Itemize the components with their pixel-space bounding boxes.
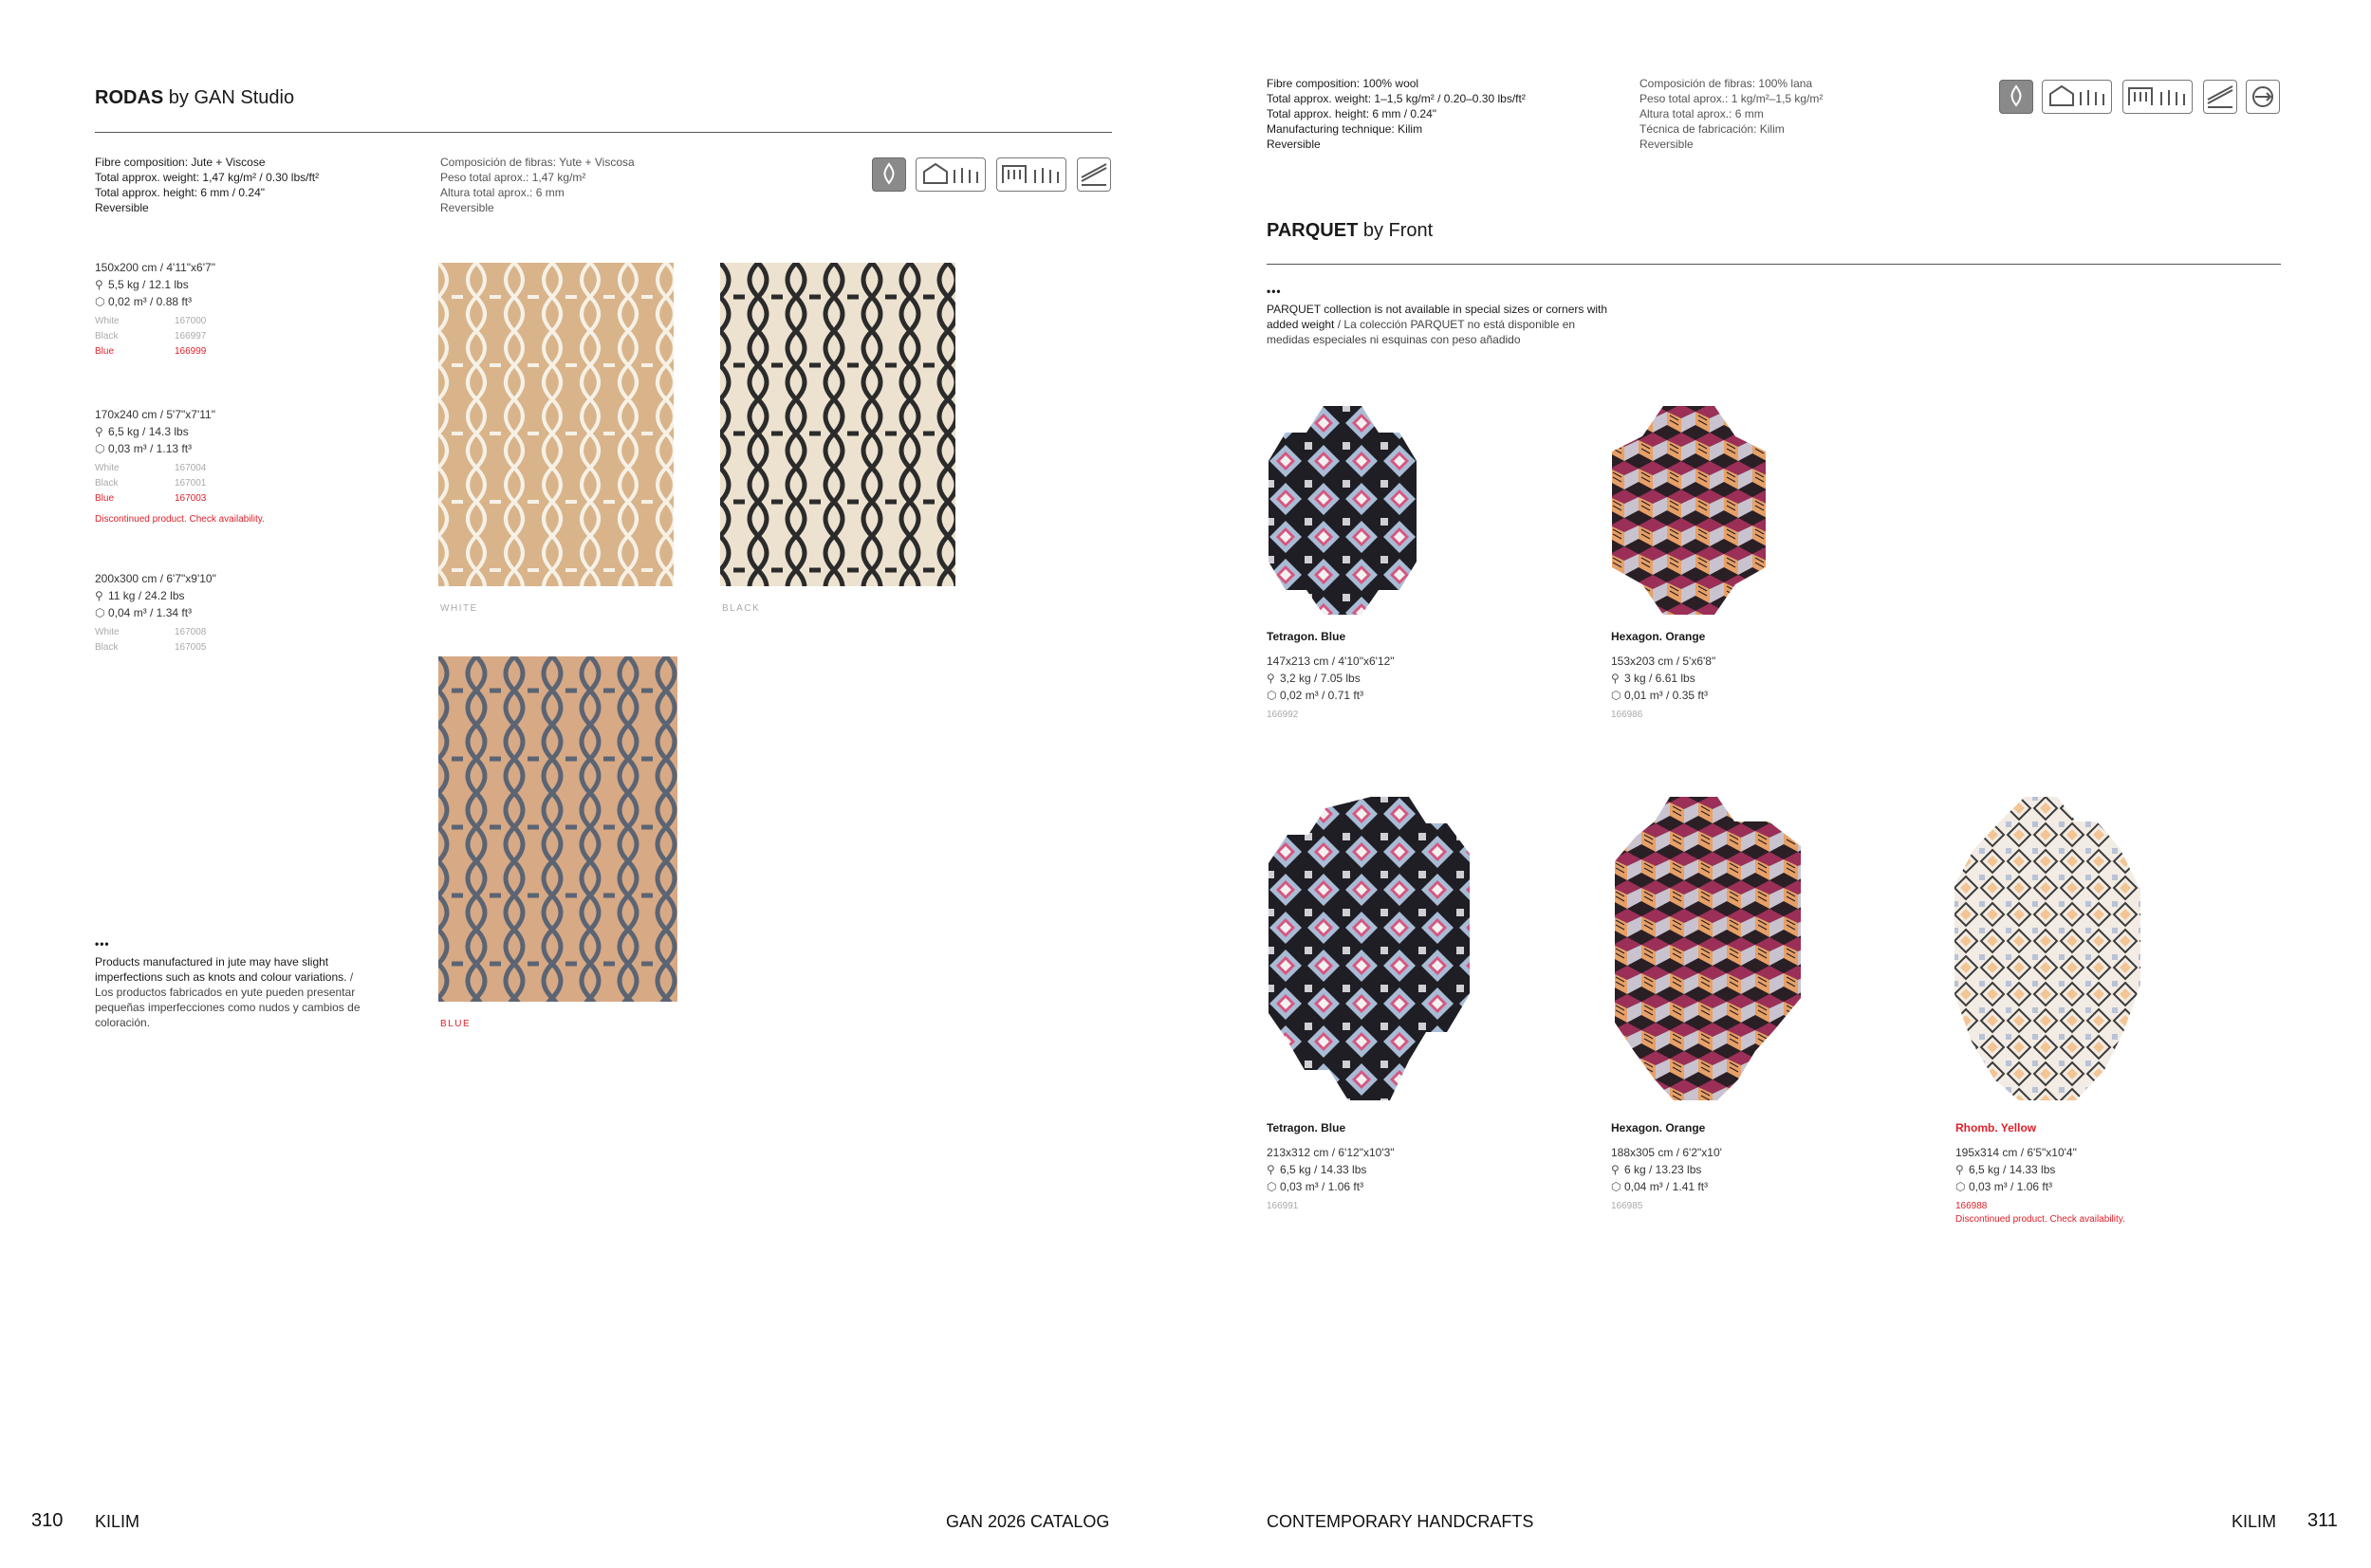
weight-value: 6,5 kg / 14.33 lbs [1969, 1163, 2056, 1176]
spec-line: Altura total aprox.: 6 mm [440, 186, 565, 199]
rodas-title-rest: by GAN Studio [163, 87, 295, 108]
weight-icon: ⚲ [1267, 672, 1275, 685]
ref-code: 166997 [175, 331, 207, 341]
product-card [1611, 1121, 1915, 1214]
product-card [1267, 630, 1570, 723]
parquet-title-rest: by Front [1358, 220, 1434, 241]
product-ref: 166988 [1955, 1201, 1988, 1211]
ref-code: 167005 [175, 642, 207, 653]
product-size: 213x312 cm / 6'12"x10'3" [1267, 1146, 1395, 1159]
weight-icon: ⚲ [1611, 1163, 1620, 1176]
size-block [95, 406, 408, 525]
parquet-title [1267, 220, 1433, 242]
rug-tetragon-large-image [1267, 795, 1472, 1102]
ref-row [95, 491, 408, 507]
volume-value: 0,02 m³ / 0.71 ft³ [1280, 689, 1364, 702]
spec-line: Altura total aprox.: 6 mm [1639, 107, 1764, 120]
spec-line: Reversible [1267, 138, 1321, 151]
volume-value: 0,02 m³ / 0.88 ft³ [108, 295, 193, 308]
ref-color: White [95, 316, 120, 326]
product-card [1611, 630, 1915, 723]
rug-black-image [720, 263, 955, 586]
ref-color: Blue [95, 346, 115, 357]
discontinued-warning: Discontinued product. Check availability. [1955, 1214, 2125, 1225]
size-volume [95, 440, 408, 457]
volume-icon: ⬡ [95, 295, 105, 308]
note-dots: ••• [1267, 285, 1282, 298]
reversible-icon [2246, 80, 2280, 114]
volume-icon: ⬡ [1611, 689, 1621, 702]
spec-line: Reversible [95, 201, 149, 214]
spec-line: Composición de fibras: Yute + Viscosa [440, 156, 635, 169]
volume-value: 0,03 m³ / 1.13 ft³ [108, 442, 193, 455]
spec-line: Fibre composition: Jute + Viscose [95, 156, 266, 169]
product-weight [1611, 670, 1915, 687]
volume-value: 0,03 m³ / 1.06 ft³ [1969, 1180, 2053, 1193]
product-name: Tetragon. Blue [1267, 630, 1346, 643]
rodas-title [95, 87, 294, 109]
ref-code: 167001 [175, 478, 207, 489]
product-ref: 166986 [1611, 710, 1643, 720]
spec-line: Composición de fibras: 100% lana [1639, 77, 1813, 90]
spec-line: Total approx. height: 6 mm / 0.24" [95, 186, 266, 199]
product-name: Tetragon. Blue [1267, 1121, 1346, 1134]
left-title-rule [95, 132, 1112, 133]
parquet-specs-en [1267, 76, 1526, 152]
spec-line: Total approx. weight: 1,47 kg/m² / 0.30 lbs/ft² [95, 171, 320, 184]
size-volume [95, 604, 408, 621]
volume-value: 0,01 m³ / 0.35 ft³ [1624, 689, 1709, 702]
ref-row [95, 329, 408, 344]
jute-note-en: Products manufactured in jute may have slight imperfections such as knots and colour variations. [95, 955, 347, 984]
product-size: 147x213 cm / 4'10"x6'12" [1267, 655, 1395, 668]
commercial-use-icon [2122, 80, 2193, 114]
product-size: 188x305 cm / 6'2"x10' [1611, 1146, 1722, 1159]
spec-line: Peso total aprox.: 1,47 kg/m² [440, 171, 586, 184]
weight-value: 3 kg / 6.61 lbs [1624, 672, 1695, 685]
ref-row [95, 461, 408, 476]
size-weight [95, 423, 408, 440]
weight-icon: ⚲ [95, 278, 103, 291]
volume-icon: ⬡ [1611, 1180, 1621, 1193]
weight-value: 6 kg / 13.23 lbs [1624, 1163, 1702, 1176]
weight-value: 6,5 kg / 14.33 lbs [1280, 1163, 1367, 1176]
weight-icon: ⚲ [1267, 1163, 1275, 1176]
product-volume [1611, 687, 1915, 704]
size-dimensions: 200x300 cm / 6'7"x9'10" [95, 572, 216, 585]
ref-code: 167000 [175, 316, 207, 326]
footer-section-left: KILIM [95, 1512, 140, 1531]
weight-icon: ⚲ [1955, 1163, 1964, 1176]
product-weight [1267, 670, 1570, 687]
fire-rating-icon [1999, 80, 2033, 114]
product-card [1955, 1121, 2259, 1225]
size-weight [95, 587, 408, 604]
product-volume [1955, 1178, 2259, 1195]
ref-color: White [95, 463, 120, 473]
jute-note [95, 954, 361, 1030]
note-dots: ••• [95, 937, 110, 950]
rodas-specs-es [440, 155, 635, 215]
volume-icon: ⬡ [1267, 689, 1277, 702]
product-ref: 166992 [1267, 710, 1299, 720]
product-card [1267, 1121, 1570, 1214]
spec-line: Peso total aprox.: 1 kg/m²–1,5 kg/m² [1639, 92, 1824, 105]
page-number-left: 310 [31, 1510, 64, 1531]
product-weight [1611, 1161, 1915, 1178]
ref-code: 167003 [175, 493, 207, 504]
weight-icon: ⚲ [95, 589, 103, 602]
product-ref: 166991 [1267, 1201, 1299, 1211]
footer-catalog: GAN 2026 CATALOG [946, 1512, 1110, 1531]
caption-black: BLACK [722, 603, 761, 614]
product-volume [1611, 1178, 1915, 1195]
spec-line: Reversible [440, 201, 494, 214]
product-volume [1267, 687, 1570, 704]
ref-row [95, 640, 408, 655]
rug-hexagon-small-image [1610, 404, 1768, 617]
weight-value: 11 kg / 24.2 lbs [108, 589, 185, 602]
ref-color: White [95, 627, 120, 637]
ref-color: Black [95, 478, 119, 489]
size-dimensions: 150x200 cm / 4'11"x6'7" [95, 261, 215, 274]
spec-line: Manufacturing technique: Kilim [1267, 122, 1423, 136]
weight-value: 5,5 kg / 12.1 lbs [108, 278, 189, 291]
right-title-rule [1267, 264, 2281, 265]
volume-icon: ⬡ [1267, 1180, 1277, 1193]
product-name: Rhomb. Yellow [1955, 1121, 2037, 1134]
rug-rhomb-image [1953, 795, 2142, 1102]
weight-value: 6,5 kg / 14.3 lbs [108, 425, 189, 438]
caption-white: WHITE [440, 603, 478, 614]
volume-value: 0,04 m³ / 1.41 ft³ [1624, 1180, 1709, 1193]
parquet-note [1267, 302, 1608, 347]
rug-hexagon-large-image [1613, 795, 1803, 1102]
parquet-specs-es [1639, 76, 1823, 152]
spec-line: Técnica de fabricación: Kilim [1639, 122, 1785, 136]
flat-weave-icon [1077, 157, 1111, 192]
product-size: 153x203 cm / 5'x6'8" [1611, 655, 1716, 668]
product-weight [1955, 1161, 2259, 1178]
product-size: 195x314 cm / 6'5"x10'4" [1955, 1146, 2077, 1159]
residential-use-icon [2042, 80, 2112, 114]
product-name: Hexagon. Orange [1611, 630, 1706, 643]
footer-kilim-right: KILIM [2232, 1512, 2277, 1531]
ref-code: 167008 [175, 627, 207, 637]
size-dimensions: 170x240 cm / 5'7"x7'11" [95, 408, 215, 421]
spec-line: Reversible [1639, 138, 1694, 151]
product-volume [1267, 1178, 1570, 1195]
rug-white-image [438, 263, 674, 586]
ref-code: 166999 [175, 346, 207, 357]
volume-icon: ⬡ [95, 606, 105, 619]
ref-code: 167004 [175, 463, 207, 473]
size-weight [95, 276, 408, 293]
volume-value: 0,04 m³ / 1.34 ft³ [108, 606, 193, 619]
size-block [95, 259, 408, 360]
spec-line: Total approx. weight: 1–1,5 kg/m² / 0.20–0.30 lbs/ft² [1267, 92, 1526, 105]
product-ref: 166985 [1611, 1201, 1643, 1211]
product-weight [1267, 1161, 1570, 1178]
fire-rating-icon [872, 157, 906, 192]
discontinued-warning: Discontinued product. Check availability. [95, 514, 265, 525]
size-block [95, 570, 408, 655]
ref-row [95, 476, 408, 491]
flat-weave-icon [2203, 80, 2237, 114]
ref-color: Black [95, 331, 119, 341]
ref-color: Blue [95, 493, 115, 504]
spec-line: Total approx. height: 6 mm / 0.24" [1267, 107, 1437, 120]
spec-line: Fibre composition: 100% wool [1267, 77, 1419, 90]
weight-value: 3,2 kg / 7.05 lbs [1280, 672, 1361, 685]
weight-icon: ⚲ [95, 425, 103, 438]
ref-row [95, 625, 408, 640]
rodas-title-bold: RODAS [95, 87, 164, 108]
footer-section-right: CONTEMPORARY HANDCRAFTS [1267, 1512, 1534, 1531]
volume-value: 0,03 m³ / 1.06 ft³ [1280, 1180, 1364, 1193]
weight-icon: ⚲ [1611, 672, 1620, 685]
caption-blue: BLUE [440, 1019, 472, 1029]
product-name: Hexagon. Orange [1611, 1121, 1706, 1134]
parquet-title-bold: PARQUET [1267, 220, 1359, 241]
rug-tetragon-small-image [1267, 404, 1418, 617]
parquet-note-es: / La colección PARQUET no está disponible en medidas especiales ni esquinas con peso añadido [1267, 318, 1576, 346]
rug-blue-image [438, 656, 677, 1002]
volume-icon: ⬡ [95, 442, 105, 455]
page-number-right: 311 [2307, 1510, 2338, 1531]
volume-icon: ⬡ [1955, 1180, 1966, 1193]
residential-use-icon [916, 157, 986, 192]
ref-row [95, 314, 408, 329]
rodas-specs-en [95, 155, 319, 215]
jute-note-es: / Los productos fabricados en yute pueden presentar pequeñas imperfecciones como nudos y cambios de coloración. [95, 970, 361, 1029]
size-volume [95, 293, 408, 310]
commercial-use-icon [996, 157, 1066, 192]
ref-color: Black [95, 642, 119, 653]
ref-row [95, 344, 408, 360]
parquet-note-en: PARQUET collection is not available in special sizes or corners with added weight [1267, 303, 1608, 331]
